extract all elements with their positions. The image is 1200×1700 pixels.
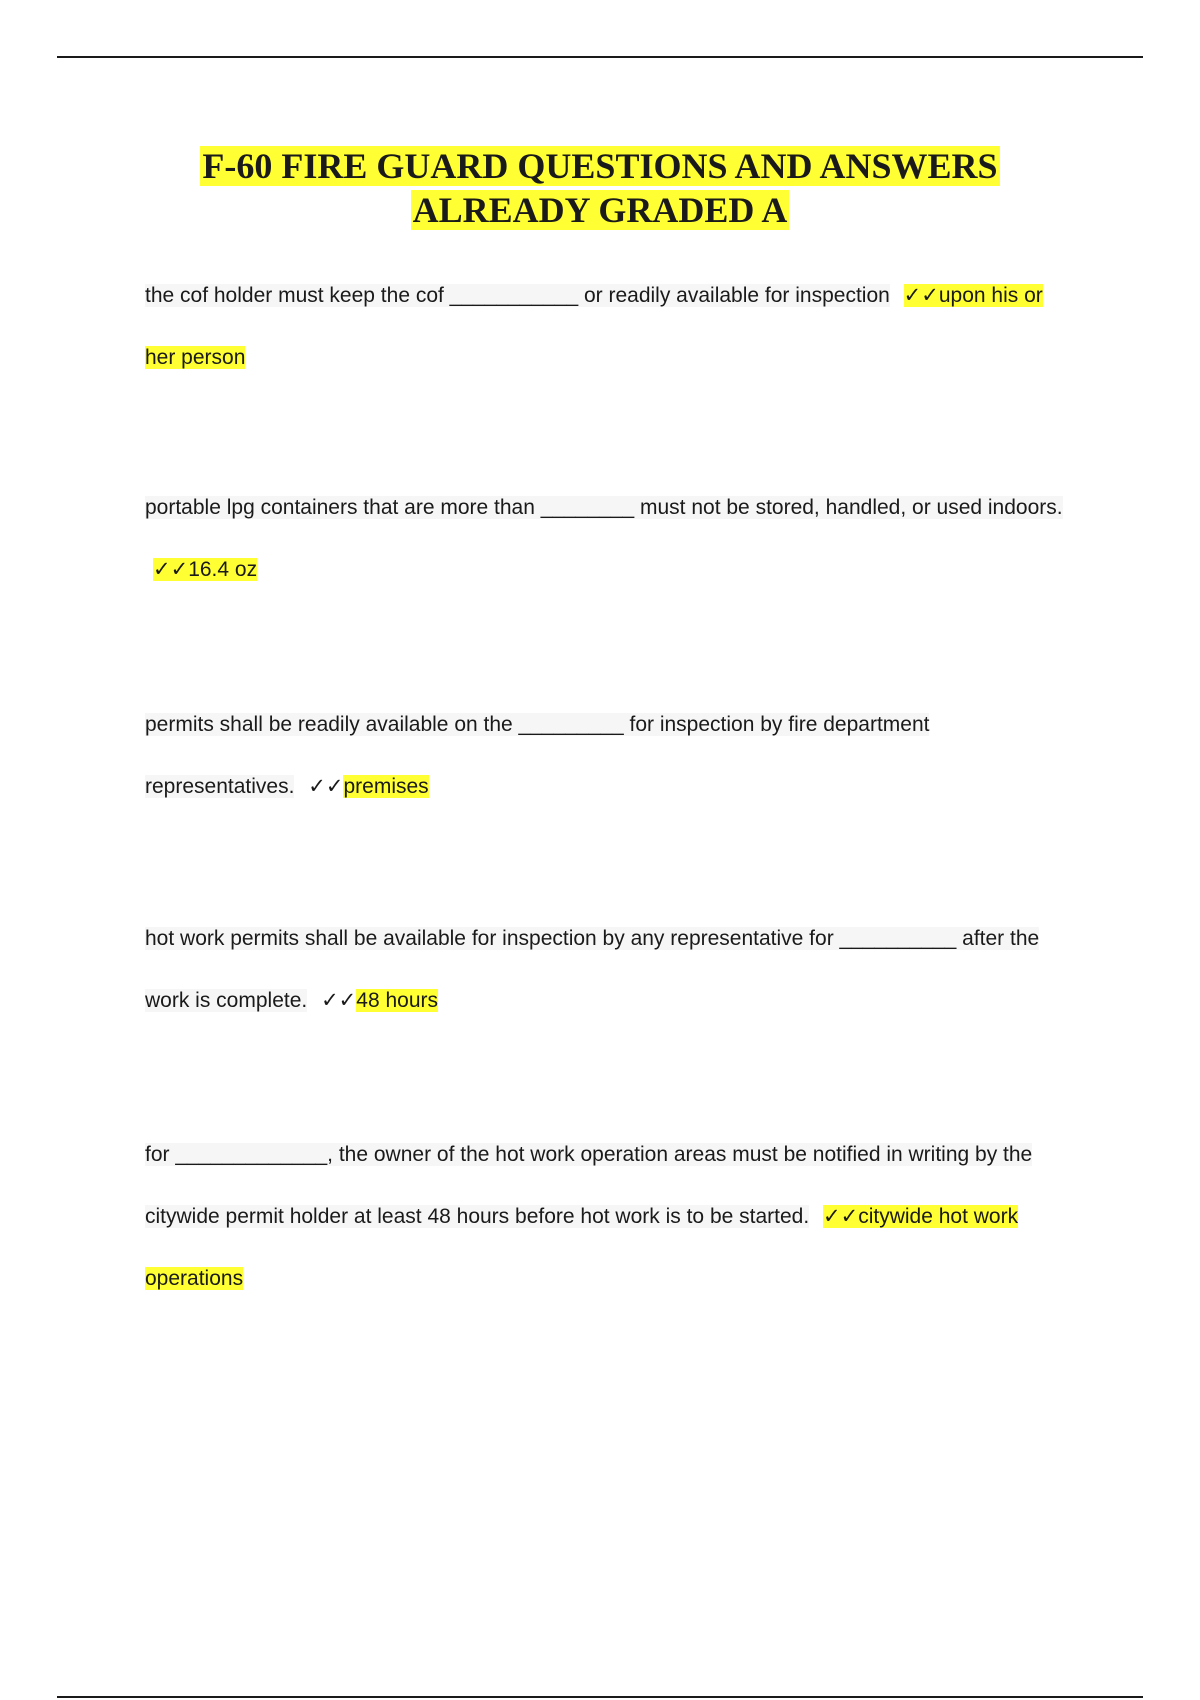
- question-text: the cof holder must keep the cof ___________ or readily available for inspection: [145, 284, 890, 307]
- qa-item-1: [145, 265, 1075, 389]
- top-rule: [57, 56, 1143, 58]
- check-mark-icon: ✓✓: [321, 989, 357, 1012]
- check-mark-icon: ✓✓: [308, 775, 344, 798]
- question-text: hot work permits shall be available for inspection by any representative for __________ after the work is complete.: [145, 927, 1040, 1012]
- answer-text: citywide hot work operations: [145, 1205, 1019, 1290]
- answer-text: 48 hours: [356, 989, 438, 1012]
- question-text: permits shall be readily available on the _________ for inspection by fire department representatives.: [145, 713, 930, 798]
- question-text: portable lpg containers that are more than ________ must not be stored, handled, or used indoors.: [145, 496, 1063, 519]
- check-mark-icon: ✓✓: [903, 284, 939, 307]
- title-line-1: F-60 FIRE GUARD QUESTIONS AND ANSWERS: [202, 146, 998, 186]
- qa-item-3: [145, 694, 1075, 818]
- document-title: [100, 144, 1100, 232]
- question-text: for _____________, the owner of the hot work operation areas must be notified in writing by the citywide permit holder at least 48 hours before hot work is to be started.: [145, 1143, 1033, 1228]
- qa-item-5: [145, 1124, 1075, 1310]
- answer-text: upon his or her person: [145, 284, 1043, 369]
- check-mark-icon: ✓✓: [823, 1205, 859, 1228]
- bottom-rule: [57, 1696, 1143, 1698]
- answer-text: premises: [343, 775, 429, 798]
- title-line-2: ALREADY GRADED A: [412, 190, 788, 230]
- answer-text: 16.4 oz: [188, 558, 258, 581]
- qa-item-2: [145, 477, 1075, 601]
- check-mark-icon: ✓✓: [153, 558, 189, 581]
- qa-item-4: [145, 908, 1075, 1032]
